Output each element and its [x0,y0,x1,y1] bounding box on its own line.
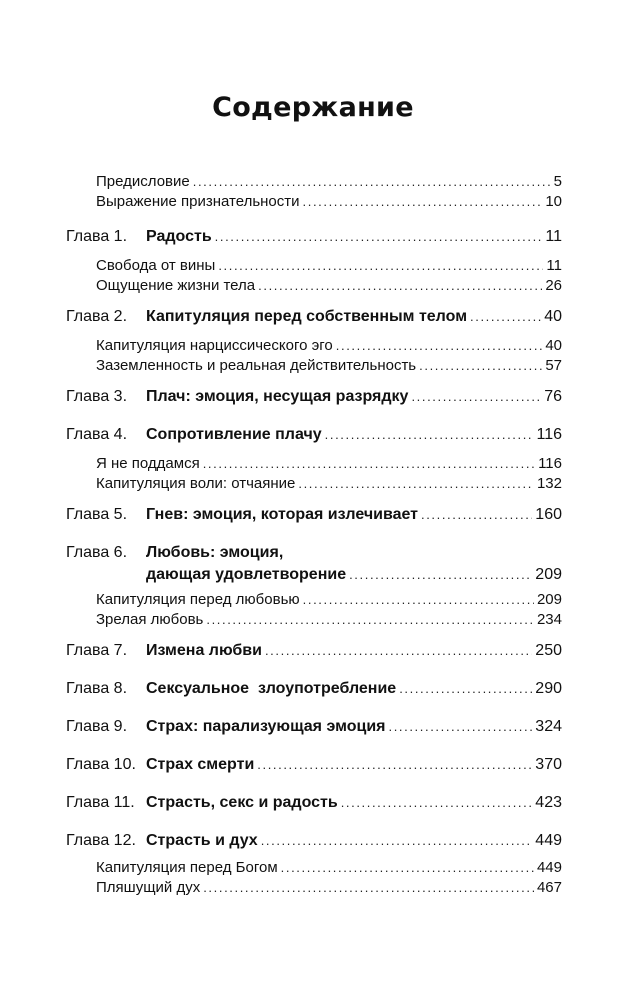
toc-entry-title: Капитуляция нарциссического эго [96,337,333,354]
toc-chapter-9[interactable] [66,716,562,738]
chapter-title: Страсть и дух [146,832,258,849]
chapter-title: Страх: парализующая эмоция [146,718,386,735]
toc-subsection[interactable] [66,590,562,610]
table-of-contents [66,172,562,898]
dot-leader [399,678,532,700]
dot-leader [298,474,534,494]
toc-chapter-8[interactable] [66,678,562,700]
toc-entry-page: 26 [545,277,562,294]
toc-chapter-7[interactable] [66,640,562,662]
chapter-page: 449 [535,832,562,849]
chapter-label: Глава 6. [66,544,128,561]
chapter-label: Глава 10. [66,756,136,773]
chapter-page: 11 [545,228,562,245]
toc-entry-title: Выражение признательности [96,193,300,210]
chapter-page: 423 [535,794,562,811]
toc-entry-title: Капитуляция воли: отчаяние [96,475,296,492]
chapter-page: 116 [536,426,562,443]
toc-subsection[interactable] [66,454,562,474]
toc-chapter-4[interactable] [66,424,562,446]
dot-leader [258,276,542,296]
toc-entry-acknowledgements[interactable] [66,192,562,212]
toc-subsection[interactable] [66,336,562,356]
dot-leader [325,424,534,446]
dot-leader [215,226,543,248]
chapter-label: Глава 2. [66,308,128,325]
toc-entry-page: 5 [553,173,562,190]
dot-leader [303,192,543,212]
chapter-title: Измена любви [146,642,262,659]
chapter-title-line-1: Любовь: эмоция, [146,544,284,561]
dot-leader [281,858,534,878]
toc-subsection[interactable] [66,858,562,878]
dot-leader [389,716,533,738]
toc-entry-title: Пляшущий дух [96,879,201,896]
chapter-label: Глава 7. [66,642,128,659]
toc-entry-title: Ощущение жизни тела [96,277,256,294]
chapter-title: Плач: эмоция, несущая разрядку [146,388,409,405]
toc-subsection[interactable] [66,256,562,276]
chapter-page: 370 [535,756,562,773]
dot-leader [349,564,532,586]
toc-subsection[interactable] [66,610,562,630]
dot-leader [261,830,533,852]
dot-leader [265,640,532,662]
toc-chapter-10[interactable] [66,754,562,776]
chapter-title: Страх смерти [146,756,255,773]
chapter-label: Глава 5. [66,506,128,523]
toc-entry-title: Предисловие [96,173,190,190]
dot-leader [257,754,532,776]
toc-entry-title: Капитуляция перед любовью [96,591,300,608]
toc-chapter-3[interactable] [66,386,562,408]
dot-leader [419,356,542,376]
toc-chapter-1[interactable] [66,226,562,248]
toc-entry-page: 467 [536,879,562,896]
chapter-page: 160 [535,506,562,523]
toc-entry-page: 132 [536,475,562,492]
toc-subsection[interactable] [66,474,562,494]
toc-entry-title: Зрелая любовь [96,611,204,628]
chapter-label: Глава 12. [66,832,136,849]
toc-chapter-6[interactable] [66,542,562,586]
chapter-title: Гнев: эмоция, которая излечивает [146,506,418,523]
toc-subsection[interactable] [66,878,562,898]
dot-leader [203,878,534,898]
toc-chapter-11[interactable] [66,792,562,814]
chapter-page: 290 [535,680,562,697]
toc-entry-preface[interactable] [66,172,562,192]
chapter-page: 76 [544,388,562,405]
chapter-page: 209 [535,566,562,583]
dot-leader [206,610,534,630]
dot-leader [411,386,541,408]
chapter-title-line-2: дающая удовлетворение [146,566,347,583]
chapter-page: 250 [535,642,562,659]
toc-entry-page: 234 [536,611,562,628]
toc-entry-title: Капитуляция перед Богом [96,859,278,876]
chapter-label: Глава 4. [66,426,128,443]
toc-entry-page: 10 [545,193,562,210]
chapter-title: Страсть, секс и радость [146,794,338,811]
toc-entry-page: 11 [546,257,562,274]
chapter-label: Глава 9. [66,718,128,735]
chapter-title: Сексуальное злоупотребление [146,680,397,697]
chapter-label: Глава 8. [66,680,128,697]
toc-entry-page: 57 [545,357,562,374]
dot-leader [203,454,535,474]
dot-leader [193,172,551,192]
toc-chapter-2[interactable] [66,306,562,328]
toc-entry-page: 40 [545,337,562,354]
toc-entry-title: Я не поддамся [96,455,200,472]
toc-entry-title: Заземленность и реальная действительность [96,357,417,374]
chapter-label: Глава 1. [66,228,128,245]
chapter-page: 40 [544,308,562,325]
chapter-title: Капитуляция перед собственным телом [146,308,468,325]
toc-entry-page: 209 [536,591,562,608]
toc-chapter-5[interactable] [66,504,562,526]
chapter-title [146,542,346,586]
toc-subsection[interactable] [66,356,562,376]
toc-entry-page: 449 [536,859,562,876]
chapter-page: 324 [535,718,562,735]
chapter-label: Глава 11. [66,794,135,811]
dot-leader [218,256,543,276]
dot-leader [341,792,533,814]
toc-entry-page: 116 [538,455,562,472]
dot-leader [336,336,543,356]
dot-leader [421,504,532,526]
toc-subsection[interactable] [66,276,562,296]
chapter-title: Радость [146,228,212,245]
toc-entry-title: Свобода от вины [96,257,216,274]
page-title: Содержание [212,92,414,123]
chapter-label: Глава 3. [66,388,128,405]
chapter-title: Сопротивление плачу [146,426,322,443]
dot-leader [470,306,541,328]
dot-leader [303,590,534,610]
toc-chapter-12[interactable] [66,830,562,852]
